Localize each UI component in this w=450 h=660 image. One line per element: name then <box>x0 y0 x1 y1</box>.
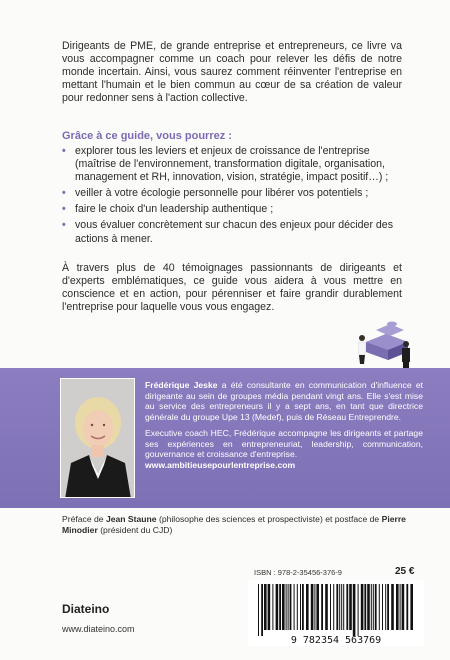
barcode-bar <box>406 584 408 630</box>
barcode-bar <box>379 584 380 630</box>
barcode-bar <box>276 584 279 630</box>
barcode-bar <box>321 584 323 630</box>
barcode-bar <box>391 584 394 630</box>
barcode-bar <box>261 584 263 636</box>
author-bio <box>145 380 423 470</box>
publisher-name: Diateino <box>62 602 110 616</box>
barcode-bar <box>336 584 338 630</box>
barcode-bar <box>346 584 348 630</box>
barcode-bar <box>258 584 259 636</box>
barcode-bar <box>297 584 298 630</box>
barcode-bar <box>316 584 319 630</box>
barcode-bar <box>364 584 366 630</box>
barcode-bar <box>279 584 281 630</box>
barcode-bar <box>402 584 405 630</box>
barcode-bar <box>288 584 289 630</box>
list-item: • veiller à votre écologie personnelle pour libérer vos potentiels ; <box>62 187 369 200</box>
author-name: Frédérique Jeske <box>145 380 218 390</box>
barcode-bar <box>371 584 372 630</box>
price-label: 25 € <box>395 566 415 577</box>
barcode-bar <box>387 584 389 630</box>
author-portrait-image <box>61 379 135 498</box>
list-item: • faire le choix d'un leadership authentique ; <box>62 203 274 216</box>
author-photo <box>60 378 135 498</box>
barcode-bar <box>353 584 356 636</box>
barcode-bar <box>382 584 383 630</box>
barcode-bar <box>343 584 344 630</box>
barcode-digits: 9 782354 563769 <box>290 635 382 646</box>
barcode-bar <box>339 584 340 630</box>
bullet-marker: • <box>62 203 66 216</box>
barcode-bar <box>325 584 328 630</box>
bullet-marker: • <box>62 219 66 232</box>
barcode-bar <box>385 584 386 630</box>
author-bio-text: a été consultante en communication d'influence et dirigeante au sein de groupes média pendant vingt ans. Elle s'est mise au service des entrepreneurs il y a sept ans, en tant que directrice générale du groupe Upe 13 (Medef), puis de Réseau Entreprendre. <box>145 380 424 422</box>
barcode-bar <box>400 584 401 630</box>
barcode-bar <box>330 584 331 630</box>
barcode-bar <box>333 584 334 630</box>
barcode-bar <box>311 584 314 630</box>
bullet-marker: • <box>62 145 66 157</box>
barcode-bar <box>367 584 370 630</box>
barcode-bar <box>264 584 267 630</box>
bullet-marker: • <box>62 187 66 200</box>
barcode-bar <box>361 584 364 630</box>
barcode-bar <box>349 584 352 630</box>
guide-heading: Grâce à ce guide, vous pourrez : <box>62 130 232 142</box>
isbn-label: ISBN : 978-2-35456-376-9 <box>254 568 342 577</box>
barcode-bar <box>314 584 315 630</box>
barcode-bar <box>306 584 309 630</box>
publisher-url: www.diateino.com <box>62 624 135 634</box>
barcode-bar <box>300 584 301 630</box>
barcode-bar <box>341 584 342 630</box>
preface-author: Jean Staune <box>105 514 157 524</box>
barcode-bar <box>286 584 287 630</box>
outro-paragraph: À travers plus de 40 témoignages passionnants de dirigeants et d'experts emblématiques, ce guide vous aidera à vous mettre en conscience et en action, pour pérenniser et faire grandir durablement l'entreprise pour laquelle vous vous engagez. <box>62 262 402 314</box>
barcode-bar <box>294 584 295 630</box>
barcode-bar <box>268 584 271 630</box>
author-bio-paragraph-2: Executive coach HEC, Frédérique accompagne les dirigeants et partage ses expériences en entrepreneuriat, leadership, communication, gouvernance et croissance d'entreprise. <box>145 428 423 459</box>
barcode-bar <box>373 584 374 630</box>
barcode-bar <box>358 584 359 636</box>
barcode-bar <box>375 584 377 630</box>
preface-credits: Préface de Jean Staune (philosophe des sciences et prospectiviste) et postface de Pierre Minodier (président du CJD) <box>62 514 406 535</box>
postface-author: Pierre Minodier <box>62 514 406 535</box>
barcode-bar <box>290 584 292 630</box>
barcode-bar <box>410 584 413 630</box>
list-item: • explorer tous les leviers et enjeux de croissance de l'entreprise (maîtrise de l'environnement, transformation digitale, organisation, management et RH, innovation, vision, stratégie, impact positif…) ; <box>62 145 389 184</box>
barcode-bar <box>302 584 304 630</box>
barcode-bar <box>396 584 399 630</box>
author-website: www.ambitieusepourlentreprise.com <box>145 459 296 470</box>
benefits-list <box>62 145 408 249</box>
list-item: • vous évaluer concrètement sur chacun des enjeux pour décider des actions à mener. <box>62 219 393 245</box>
barcode <box>248 580 424 646</box>
barcode-bar <box>272 584 273 630</box>
barcode-bar <box>282 584 285 630</box>
intro-paragraph: Dirigeants de PME, de grande entreprise et entrepreneurs, ce livre va vous accompagner comme un coach pour relever les défis de notre monde incertain. Ainsi, vous saurez comment réinventer l'entreprise en mettant l'humain et le bien commun au cœur de sa création de valeur pour redonner sens à l'action collective. <box>62 40 402 105</box>
